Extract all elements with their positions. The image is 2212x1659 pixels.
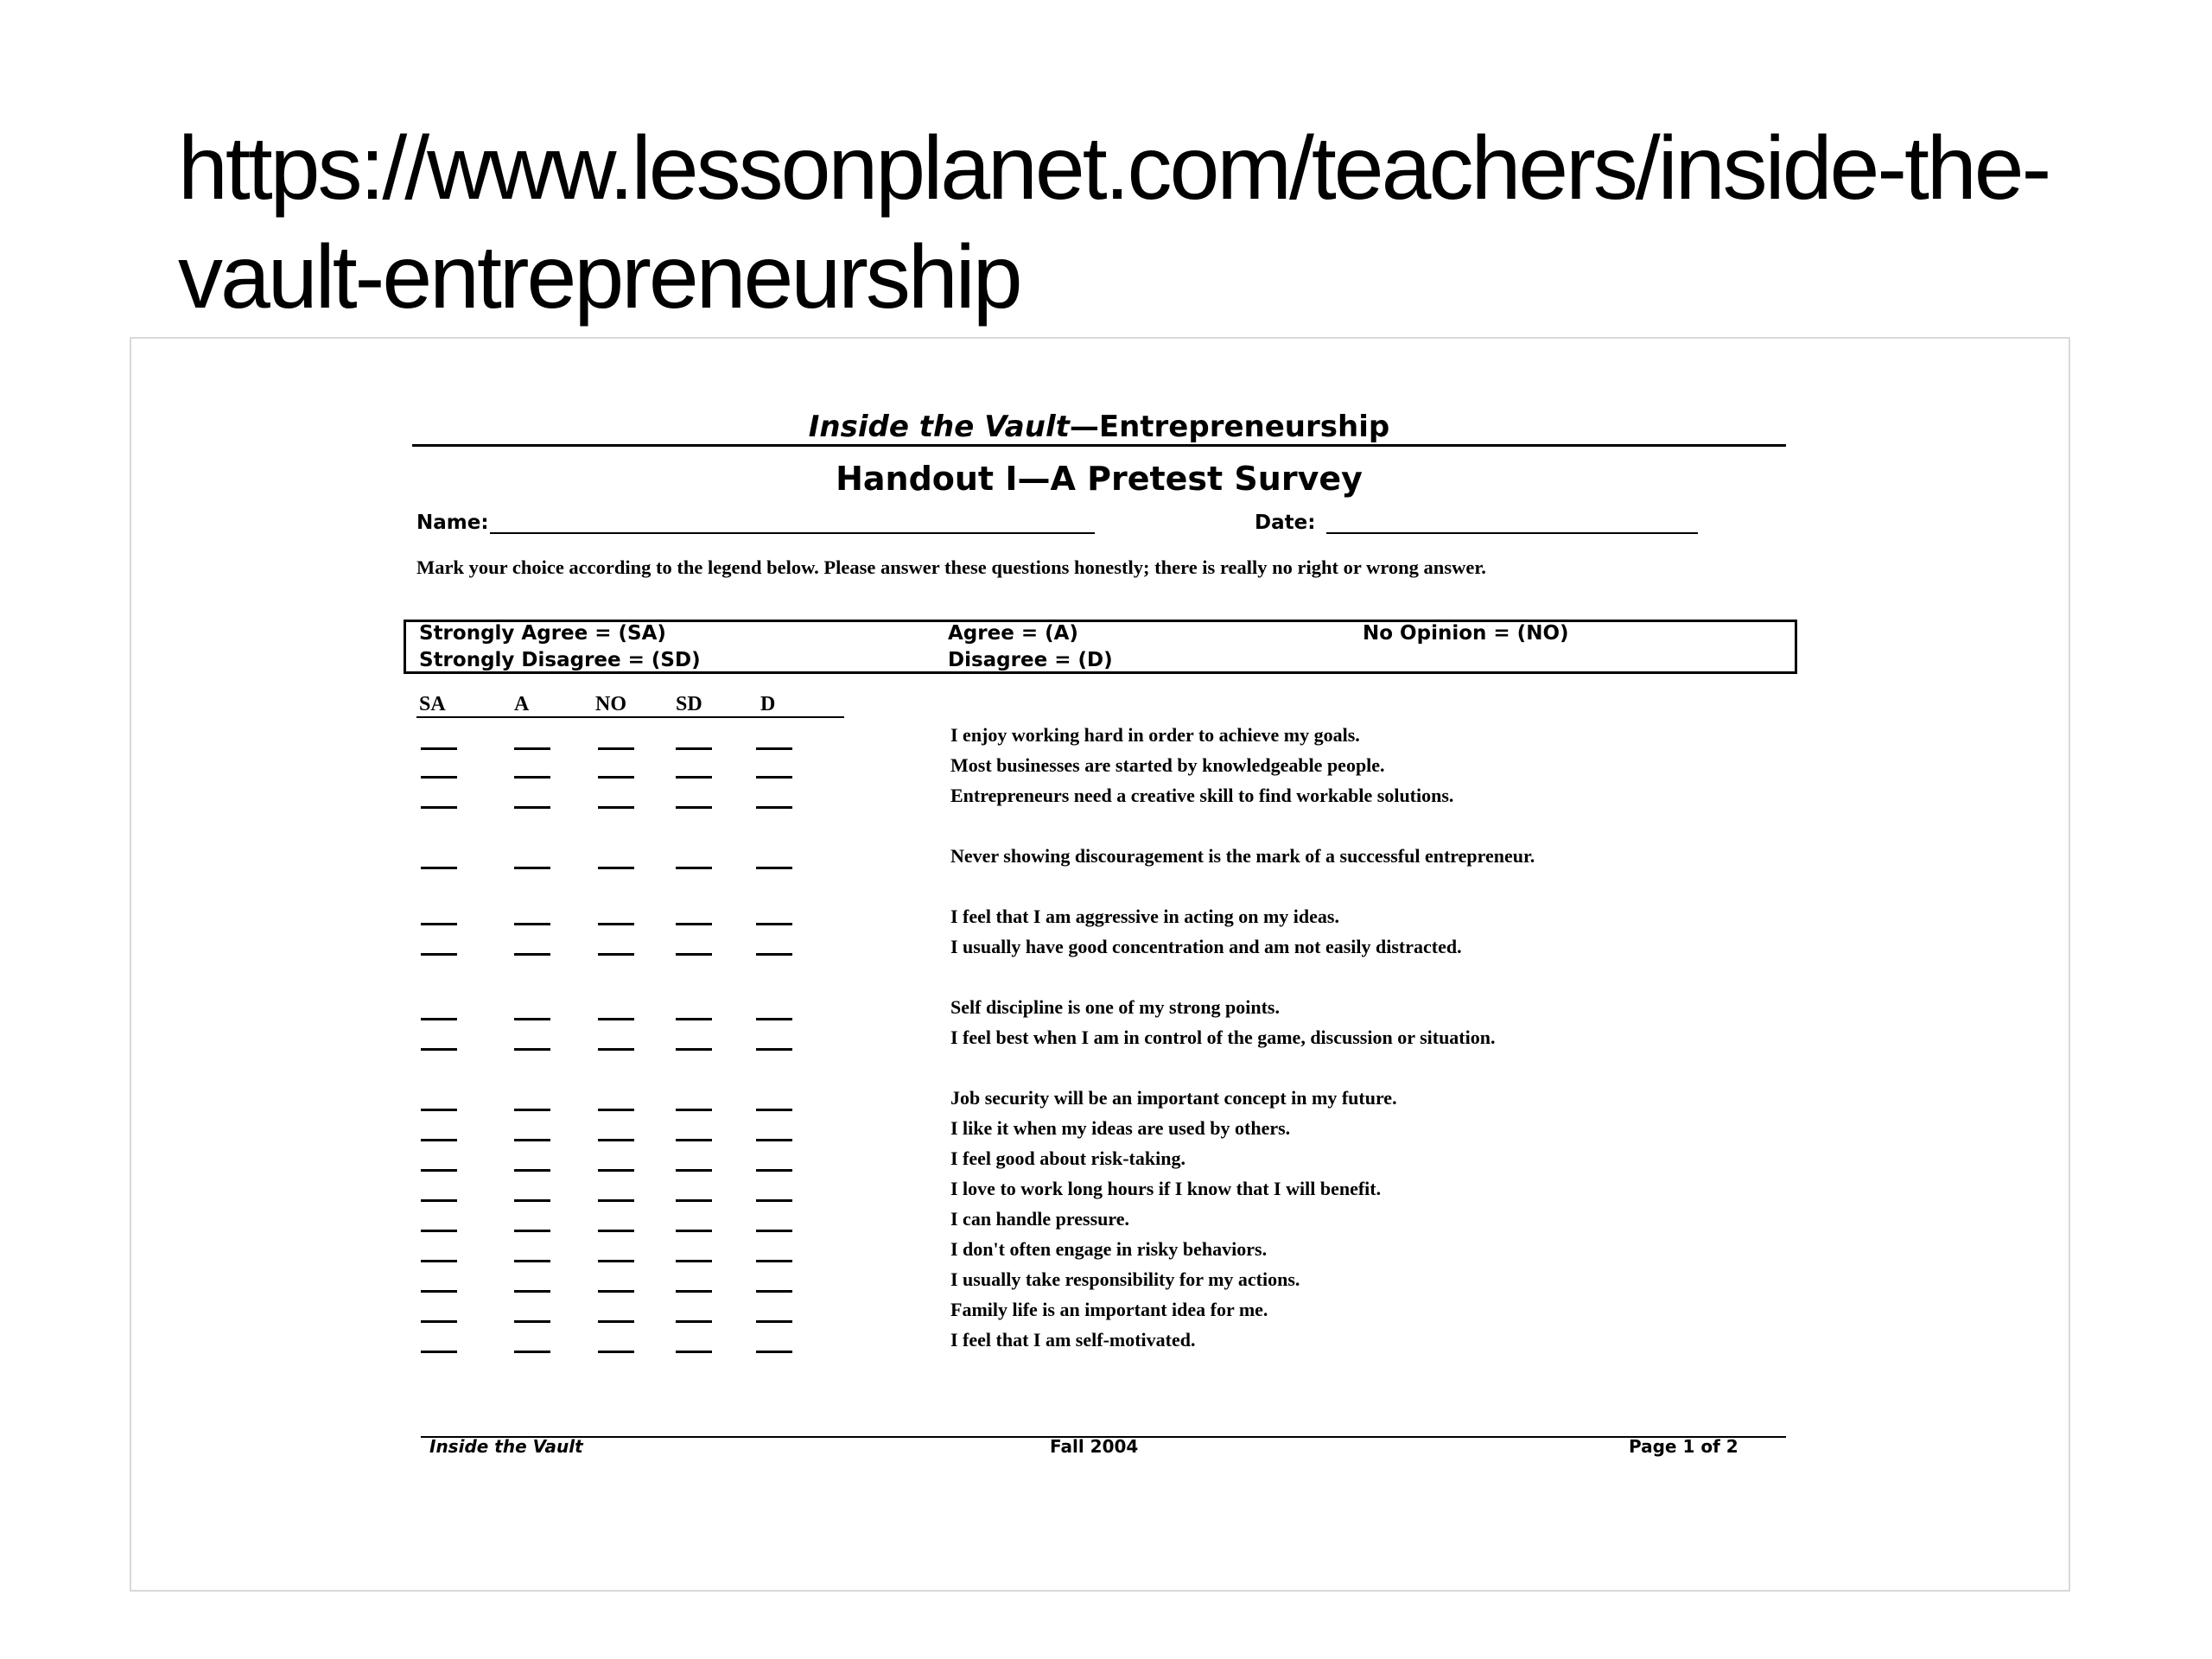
answer-blank-sa[interactable] <box>421 776 457 779</box>
answer-blank-sa[interactable] <box>421 1290 457 1293</box>
answer-blank-sd[interactable] <box>676 1018 712 1020</box>
answer-blank-no[interactable] <box>598 1290 634 1293</box>
instructions: Mark your choice according to the legend below. Please answer these questions honestly; there is really no right or wrong answer. <box>416 556 1486 578</box>
survey-statement: Never showing discouragement is the mark of a successful entrepreneur. <box>950 845 1535 867</box>
survey-statement: I feel good about risk-taking. <box>950 1147 1185 1169</box>
footer-left: Inside the Vault <box>429 1436 583 1457</box>
answer-blank-d[interactable] <box>756 1260 792 1262</box>
answer-blank-sd[interactable] <box>676 953 712 956</box>
answer-blank-sa[interactable] <box>421 953 457 956</box>
answer-blank-sd[interactable] <box>676 1290 712 1293</box>
survey-statement: Entrepreneurs need a creative skill to find workable solutions. <box>950 785 1454 806</box>
answer-blank-a[interactable] <box>514 1260 550 1262</box>
name-label: Name: <box>416 512 489 534</box>
survey-statement: I love to work long hours if I know that I will benefit. <box>950 1178 1382 1199</box>
answer-blank-sd[interactable] <box>676 923 712 925</box>
answer-blank-no[interactable] <box>598 806 634 809</box>
answer-blank-d[interactable] <box>756 776 792 779</box>
survey-statement: Most businesses are started by knowledgeable people. <box>950 754 1385 776</box>
handout-title: Handout I—A Pretest Survey <box>836 460 1363 498</box>
answer-blank-d[interactable] <box>756 953 792 956</box>
answer-blank-no[interactable] <box>598 1018 634 1020</box>
answer-blank-sa[interactable] <box>421 1351 457 1353</box>
answer-blank-no[interactable] <box>598 1260 634 1262</box>
answer-blank-a[interactable] <box>514 1169 550 1172</box>
answer-blank-no[interactable] <box>598 747 634 750</box>
answer-blank-sa[interactable] <box>421 923 457 925</box>
handout-scan <box>130 337 2070 1592</box>
answer-blank-sa[interactable] <box>421 1320 457 1323</box>
handout-header <box>416 410 1782 444</box>
answer-blank-sa[interactable] <box>421 1048 457 1051</box>
answer-blank-sd[interactable] <box>676 1169 712 1172</box>
answer-blank-sd[interactable] <box>676 867 712 869</box>
answer-blank-no[interactable] <box>598 1320 634 1323</box>
answer-blank-a[interactable] <box>514 1139 550 1141</box>
answer-blank-a[interactable] <box>514 806 550 809</box>
answer-blank-sa[interactable] <box>421 867 457 869</box>
answer-blank-d[interactable] <box>756 1109 792 1111</box>
date-label: Date: <box>1255 512 1316 534</box>
col-head-sd: SD <box>676 693 702 715</box>
handout-header-italic: Inside the Vault <box>808 410 1070 444</box>
answer-blank-a[interactable] <box>514 1199 550 1202</box>
header-rule <box>412 444 1786 447</box>
answer-blank-no[interactable] <box>598 1351 634 1353</box>
answer-blank-a[interactable] <box>514 1018 550 1020</box>
legend-box <box>404 620 1797 674</box>
answer-blank-no[interactable] <box>598 1048 634 1051</box>
slide-title: https://www.lessonplanet.com/teachers/inside-the-vault-entrepreneurship <box>178 118 2050 327</box>
answer-blank-sd[interactable] <box>676 1351 712 1353</box>
answer-blank-d[interactable] <box>756 806 792 809</box>
answer-blank-d[interactable] <box>756 1290 792 1293</box>
answer-blank-sa[interactable] <box>421 1230 457 1232</box>
answer-blank-d[interactable] <box>756 1351 792 1353</box>
col-head-sa: SA <box>419 693 446 715</box>
answer-blank-no[interactable] <box>598 923 634 925</box>
survey-statement: Self discipline is one of my strong points. <box>950 996 1280 1018</box>
answer-blank-a[interactable] <box>514 747 550 750</box>
answer-blank-a[interactable] <box>514 1320 550 1323</box>
answer-blank-sa[interactable] <box>421 1169 457 1172</box>
answer-blank-sa[interactable] <box>421 1199 457 1202</box>
survey-statement: I can handle pressure. <box>950 1208 1130 1230</box>
answer-blank-sa[interactable] <box>421 747 457 750</box>
answer-blank-a[interactable] <box>514 1048 550 1051</box>
legend-strongly-disagree: Strongly Disagree = (SD) <box>419 649 701 671</box>
survey-statement: I usually take responsibility for my actions. <box>950 1268 1300 1290</box>
answer-blank-a[interactable] <box>514 1351 550 1353</box>
survey-statement: Job security will be an important concept in my future. <box>950 1087 1397 1109</box>
answer-blank-sa[interactable] <box>421 806 457 809</box>
answer-blank-a[interactable] <box>514 1109 550 1111</box>
answer-blank-sa[interactable] <box>421 1260 457 1262</box>
answer-blank-no[interactable] <box>598 776 634 779</box>
answer-blank-a[interactable] <box>514 1290 550 1293</box>
answer-blank-no[interactable] <box>598 953 634 956</box>
answer-blank-d[interactable] <box>756 923 792 925</box>
name-line[interactable] <box>490 532 1095 534</box>
answer-blank-d[interactable] <box>756 867 792 869</box>
answer-blank-d[interactable] <box>756 747 792 750</box>
answer-blank-sd[interactable] <box>676 1260 712 1262</box>
answer-blank-no[interactable] <box>598 1230 634 1232</box>
date-line[interactable] <box>1326 532 1698 534</box>
answer-blank-a[interactable] <box>514 923 550 925</box>
survey-statement: I feel that I am self-motivated. <box>950 1329 1196 1351</box>
legend-strongly-agree: Strongly Agree = (SA) <box>419 622 666 645</box>
column-header-underline <box>416 716 844 718</box>
survey-statement: I enjoy working hard in order to achieve my goals. <box>950 724 1360 746</box>
survey-statement: Family life is an important idea for me. <box>950 1299 1268 1320</box>
footer-center: Fall 2004 <box>1050 1436 1139 1457</box>
answer-blank-no[interactable] <box>598 1169 634 1172</box>
answer-blank-sd[interactable] <box>676 1048 712 1051</box>
answer-blank-sa[interactable] <box>421 1109 457 1111</box>
handout-header-rest: —Entrepreneurship <box>1069 410 1390 444</box>
answer-blank-d[interactable] <box>756 1018 792 1020</box>
answer-blank-sd[interactable] <box>676 1230 712 1232</box>
answer-blank-sd[interactable] <box>676 1109 712 1111</box>
answer-blank-a[interactable] <box>514 867 550 869</box>
survey-statement: I like it when my ideas are used by others. <box>950 1117 1291 1139</box>
answer-blank-d[interactable] <box>756 1230 792 1232</box>
answer-blank-a[interactable] <box>514 953 550 956</box>
answer-blank-d[interactable] <box>756 1048 792 1051</box>
col-head-d: D <box>760 693 776 715</box>
answer-blank-no[interactable] <box>598 1109 634 1111</box>
survey-statement: I feel that I am aggressive in acting on my ideas. <box>950 906 1339 927</box>
answer-blank-a[interactable] <box>514 1230 550 1232</box>
answer-blank-no[interactable] <box>598 1139 634 1141</box>
col-head-a: A <box>514 693 530 715</box>
legend-no-opinion: No Opinion = (NO) <box>1363 622 1569 645</box>
answer-blank-sd[interactable] <box>676 806 712 809</box>
answer-blank-sd[interactable] <box>676 747 712 750</box>
survey-statement: I feel best when I am in control of the game, discussion or situation. <box>950 1027 1496 1048</box>
answer-blank-d[interactable] <box>756 1320 792 1323</box>
answer-blank-sd[interactable] <box>676 1199 712 1202</box>
answer-blank-d[interactable] <box>756 1169 792 1172</box>
answer-blank-sa[interactable] <box>421 1018 457 1020</box>
legend-agree: Agree = (A) <box>948 622 1078 645</box>
answer-blank-sd[interactable] <box>676 1320 712 1323</box>
answer-blank-sd[interactable] <box>676 776 712 779</box>
col-head-no: NO <box>595 693 626 715</box>
answer-blank-no[interactable] <box>598 867 634 869</box>
answer-blank-sd[interactable] <box>676 1139 712 1141</box>
answer-blank-sa[interactable] <box>421 1139 457 1141</box>
survey-statement: I don't often engage in risky behaviors. <box>950 1238 1268 1260</box>
footer-right: Page 1 of 2 <box>1629 1436 1738 1457</box>
answer-blank-no[interactable] <box>598 1199 634 1202</box>
survey-statement: I usually have good concentration and am not easily distracted. <box>950 936 1462 957</box>
answer-blank-d[interactable] <box>756 1199 792 1202</box>
answer-blank-d[interactable] <box>756 1139 792 1141</box>
answer-blank-a[interactable] <box>514 776 550 779</box>
legend-disagree: Disagree = (D) <box>948 649 1113 671</box>
